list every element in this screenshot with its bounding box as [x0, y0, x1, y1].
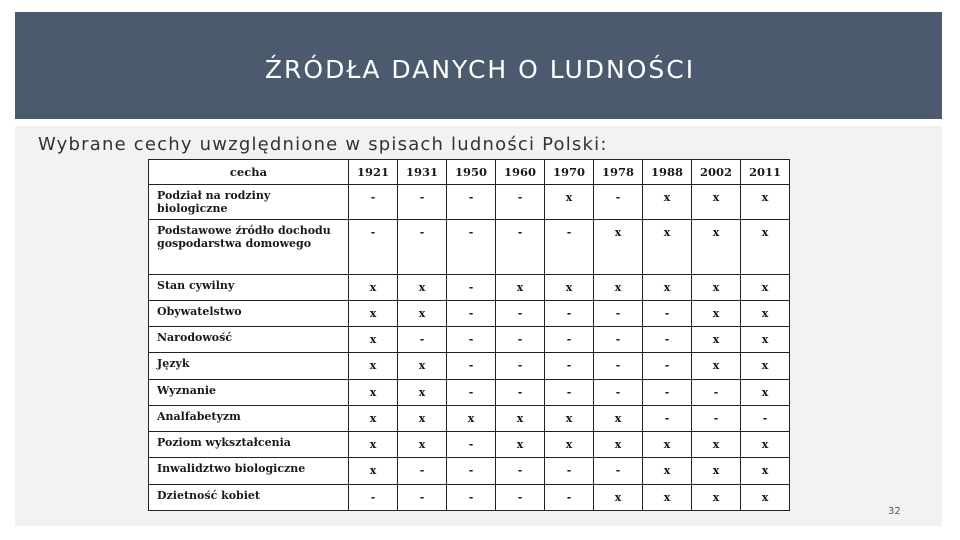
value-cell: x [692, 300, 741, 326]
value-cell: x [594, 432, 643, 458]
feature-cell: Inwalidztwo biologiczne [149, 458, 349, 484]
header-cell: 1931 [398, 160, 447, 185]
table-row [149, 327, 790, 353]
value-cell: - [545, 327, 594, 353]
value-cell: - [545, 300, 594, 326]
value-cell: x [741, 353, 790, 379]
header-cell: 1960 [496, 160, 545, 185]
value-cell: - [594, 300, 643, 326]
value-cell: x [349, 274, 398, 300]
value-cell: - [594, 379, 643, 405]
value-cell: x [692, 327, 741, 353]
value-cell: - [692, 405, 741, 431]
page-number: 32 [888, 506, 901, 517]
feature-cell: Język [149, 353, 349, 379]
value-cell: x [545, 185, 594, 220]
header-cell: 2002 [692, 160, 741, 185]
table-row [149, 432, 790, 458]
feature-cell: Poziom wykształcenia [149, 432, 349, 458]
value-cell: - [594, 185, 643, 220]
table-row [149, 274, 790, 300]
census-table-container [148, 159, 789, 511]
value-cell: x [692, 458, 741, 484]
value-cell: x [692, 432, 741, 458]
value-cell: - [594, 353, 643, 379]
table-header-row [149, 160, 790, 185]
feature-cell: Stan cywilny [149, 274, 349, 300]
value-cell: x [398, 432, 447, 458]
value-cell: x [741, 379, 790, 405]
value-cell: x [643, 484, 692, 510]
value-cell: x [349, 432, 398, 458]
header-cell: 1988 [643, 160, 692, 185]
value-cell: - [643, 379, 692, 405]
value-cell: x [496, 274, 545, 300]
value-cell: - [496, 327, 545, 353]
value-cell: - [447, 327, 496, 353]
table-row [149, 458, 790, 484]
header-cell: 1950 [447, 160, 496, 185]
table-row [149, 185, 790, 220]
value-cell: x [496, 432, 545, 458]
value-cell: - [398, 185, 447, 220]
value-cell: - [545, 458, 594, 484]
feature-cell: Narodowość [149, 327, 349, 353]
value-cell: - [447, 484, 496, 510]
value-cell: - [447, 274, 496, 300]
value-cell: x [692, 274, 741, 300]
slide-subtitle: Wybrane cechy uwzględnione w spisach ludności Polski: [38, 134, 608, 155]
feature-cell: Obywatelstwo [149, 300, 349, 326]
table-row [149, 353, 790, 379]
value-cell: x [741, 185, 790, 220]
value-cell: - [349, 220, 398, 275]
value-cell: x [643, 432, 692, 458]
value-cell: x [545, 274, 594, 300]
value-cell: x [447, 405, 496, 431]
table-row [149, 300, 790, 326]
feature-cell: Wyznanie [149, 379, 349, 405]
header-cell: 1970 [545, 160, 594, 185]
feature-cell: Podział na rodziny biologiczne [149, 185, 349, 220]
value-cell: x [741, 327, 790, 353]
table-row [149, 379, 790, 405]
header-cell: cecha [149, 160, 349, 185]
value-cell: x [692, 220, 741, 275]
value-cell: - [496, 353, 545, 379]
value-cell: - [398, 220, 447, 275]
value-cell: - [398, 484, 447, 510]
value-cell: x [496, 405, 545, 431]
value-cell: - [594, 327, 643, 353]
value-cell: - [349, 185, 398, 220]
value-cell: - [692, 379, 741, 405]
value-cell: x [692, 484, 741, 510]
header-cell: 2011 [741, 160, 790, 185]
value-cell: x [349, 405, 398, 431]
value-cell: - [496, 379, 545, 405]
value-cell: x [594, 220, 643, 275]
feature-cell: Analfabetyzm [149, 405, 349, 431]
value-cell: x [692, 185, 741, 220]
value-cell: x [692, 353, 741, 379]
value-cell: x [398, 405, 447, 431]
value-cell: - [349, 484, 398, 510]
value-cell: - [447, 379, 496, 405]
value-cell: - [741, 405, 790, 431]
value-cell: - [398, 327, 447, 353]
table-row [149, 220, 790, 275]
value-cell: x [643, 220, 692, 275]
value-cell: - [594, 458, 643, 484]
value-cell: - [545, 484, 594, 510]
value-cell: x [398, 274, 447, 300]
value-cell: - [643, 327, 692, 353]
value-cell: x [741, 274, 790, 300]
value-cell: - [496, 458, 545, 484]
value-cell: - [643, 300, 692, 326]
value-cell: x [594, 274, 643, 300]
value-cell: x [398, 353, 447, 379]
value-cell: x [741, 484, 790, 510]
value-cell: x [741, 300, 790, 326]
value-cell: - [447, 185, 496, 220]
value-cell: - [447, 458, 496, 484]
feature-cell: Dzietność kobiet [149, 484, 349, 510]
slide-title: ŹRÓDŁA DANYCH O LUDNOŚCI [264, 55, 696, 84]
value-cell: x [349, 458, 398, 484]
value-cell: x [643, 274, 692, 300]
value-cell: x [545, 405, 594, 431]
value-cell: - [643, 353, 692, 379]
value-cell: - [398, 458, 447, 484]
value-cell: x [741, 432, 790, 458]
value-cell: x [643, 185, 692, 220]
value-cell: x [594, 484, 643, 510]
value-cell: - [545, 220, 594, 275]
value-cell: - [447, 300, 496, 326]
value-cell: x [349, 379, 398, 405]
value-cell: - [447, 353, 496, 379]
value-cell: - [447, 220, 496, 275]
header-cell: 1921 [349, 160, 398, 185]
value-cell: - [545, 379, 594, 405]
value-cell: x [741, 220, 790, 275]
value-cell: x [594, 405, 643, 431]
value-cell: x [398, 300, 447, 326]
value-cell: - [496, 220, 545, 275]
value-cell: - [496, 185, 545, 220]
header-cell: 1978 [594, 160, 643, 185]
value-cell: - [447, 432, 496, 458]
value-cell: x [741, 458, 790, 484]
value-cell: - [496, 300, 545, 326]
value-cell: x [349, 300, 398, 326]
value-cell: x [545, 432, 594, 458]
value-cell: x [643, 458, 692, 484]
table-row [149, 405, 790, 431]
value-cell: - [496, 484, 545, 510]
feature-cell: Podstawowe źródło dochodu gospodarstwa domowego [149, 220, 349, 275]
value-cell: x [349, 327, 398, 353]
value-cell: x [398, 379, 447, 405]
value-cell: - [545, 353, 594, 379]
value-cell: x [349, 353, 398, 379]
value-cell: - [643, 405, 692, 431]
table-row [149, 484, 790, 510]
census-features-table [148, 159, 790, 511]
